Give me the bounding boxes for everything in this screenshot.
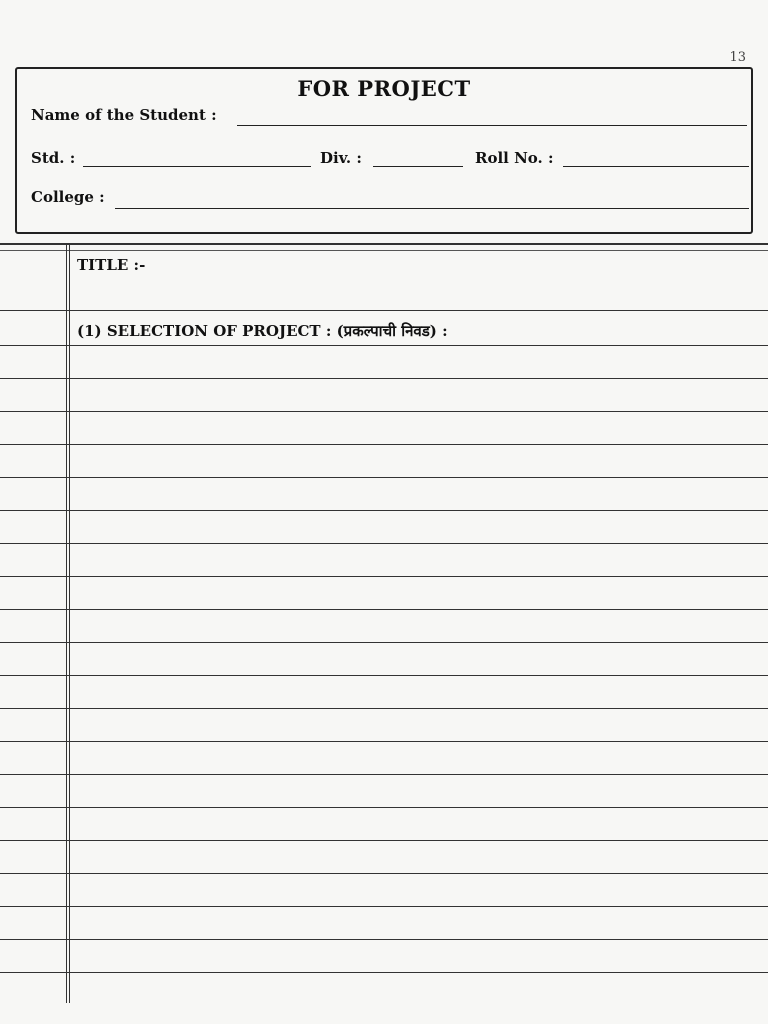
rule-line [0, 576, 768, 577]
div-field[interactable] [373, 166, 463, 167]
ruled-writing-area[interactable] [0, 243, 768, 1003]
student-info-box [15, 67, 753, 234]
rule-line [0, 708, 768, 709]
top-double-rule [0, 245, 768, 251]
form-title: FOR PROJECT [297, 76, 471, 101]
college-label: College : [31, 188, 105, 206]
rule-line [0, 345, 768, 346]
college-field[interactable] [115, 208, 749, 209]
rule-line [0, 906, 768, 907]
student-name-label: Name of the Student : [31, 106, 217, 124]
rule-line [0, 972, 768, 973]
roll-no-field[interactable] [563, 166, 749, 167]
margin-line [66, 245, 70, 1003]
rule-line [0, 642, 768, 643]
std-label: Std. : [31, 149, 76, 167]
std-field[interactable] [83, 166, 311, 167]
rule-line [0, 609, 768, 610]
student-name-field[interactable] [237, 125, 747, 126]
rule-line [0, 444, 768, 445]
page-number: 13 [729, 50, 746, 65]
rule-line [0, 477, 768, 478]
rule-line [0, 807, 768, 808]
section-1-label: (1) SELECTION OF PROJECT : (प्रकल्पाची निवड) : [77, 322, 448, 340]
rule-line [0, 510, 768, 511]
rule-line [0, 310, 768, 311]
div-label: Div. : [320, 149, 362, 167]
rule-line [0, 873, 768, 874]
title-label: TITLE :- [77, 256, 146, 274]
rule-line [0, 675, 768, 676]
rule-line [0, 774, 768, 775]
rule-line [0, 840, 768, 841]
rule-line [0, 939, 768, 940]
roll-no-label: Roll No. : [475, 149, 554, 167]
rule-line [0, 543, 768, 544]
rule-line [0, 378, 768, 379]
rule-line [0, 411, 768, 412]
rule-line [0, 741, 768, 742]
